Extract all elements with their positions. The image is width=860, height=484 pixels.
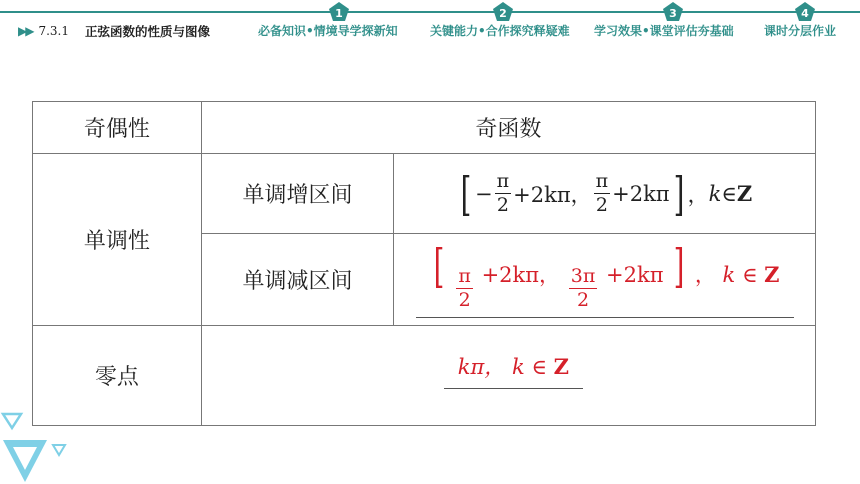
nav-label: 学习效果•课堂评估夯基础	[594, 24, 734, 38]
svg-text:1: 1	[335, 7, 343, 20]
table-row	[33, 102, 816, 154]
header-rule	[0, 11, 860, 13]
pentagon-badge-icon	[662, 1, 684, 23]
monotonic-label: 单调性	[33, 154, 202, 326]
play-arrows-icon: ▶▶	[18, 24, 33, 38]
zero-value: kπ， k ∈ Z	[201, 326, 815, 426]
table-row	[33, 326, 816, 426]
zero-label: 零点	[33, 326, 202, 426]
parity-label: 奇偶性	[33, 102, 202, 154]
pentagon-badge-icon	[492, 1, 514, 23]
nav-item-homework[interactable]	[764, 7, 837, 42]
decorative-triangles-icon	[0, 410, 80, 484]
sine-properties-table	[32, 101, 816, 426]
lesson-number: 7.3.1	[38, 24, 70, 38]
nav-label: 必备知识•情境导学探新知	[258, 24, 398, 38]
decreasing-label: 单调减区间	[201, 234, 394, 326]
increasing-interval: [ − $\frac{\pi}{2}$ +2kπ， $\frac{\pi}{2}$ +2kπ ] ， k ∈ Z	[394, 154, 816, 234]
lesson-title: 正弦函数的性质与图像	[85, 24, 211, 39]
pentagon-badge-icon	[794, 1, 816, 23]
table-row	[33, 154, 816, 234]
nav-item-ability[interactable]	[430, 7, 570, 42]
lesson-heading	[18, 20, 210, 42]
svg-text:4: 4	[801, 7, 809, 20]
parity-value: 奇函数	[201, 102, 815, 154]
nav-item-knowledge[interactable]	[258, 7, 398, 42]
pentagon-badge-icon	[328, 1, 350, 23]
increasing-label: 单调增区间	[201, 154, 394, 234]
svg-text:2: 2	[499, 7, 507, 20]
svg-text:3: 3	[669, 7, 677, 20]
nav-item-assessment[interactable]	[594, 7, 734, 42]
nav-label: 关键能力•合作探究释疑难	[430, 24, 570, 38]
nav-label: 课时分层作业	[764, 24, 837, 38]
header-bar	[0, 0, 860, 46]
decreasing-interval: [ $\frac{\pi}{2}$ +2kπ， $\frac{3\pi}{2}$ +2kπ ] ， k ∈ Z	[394, 234, 816, 326]
